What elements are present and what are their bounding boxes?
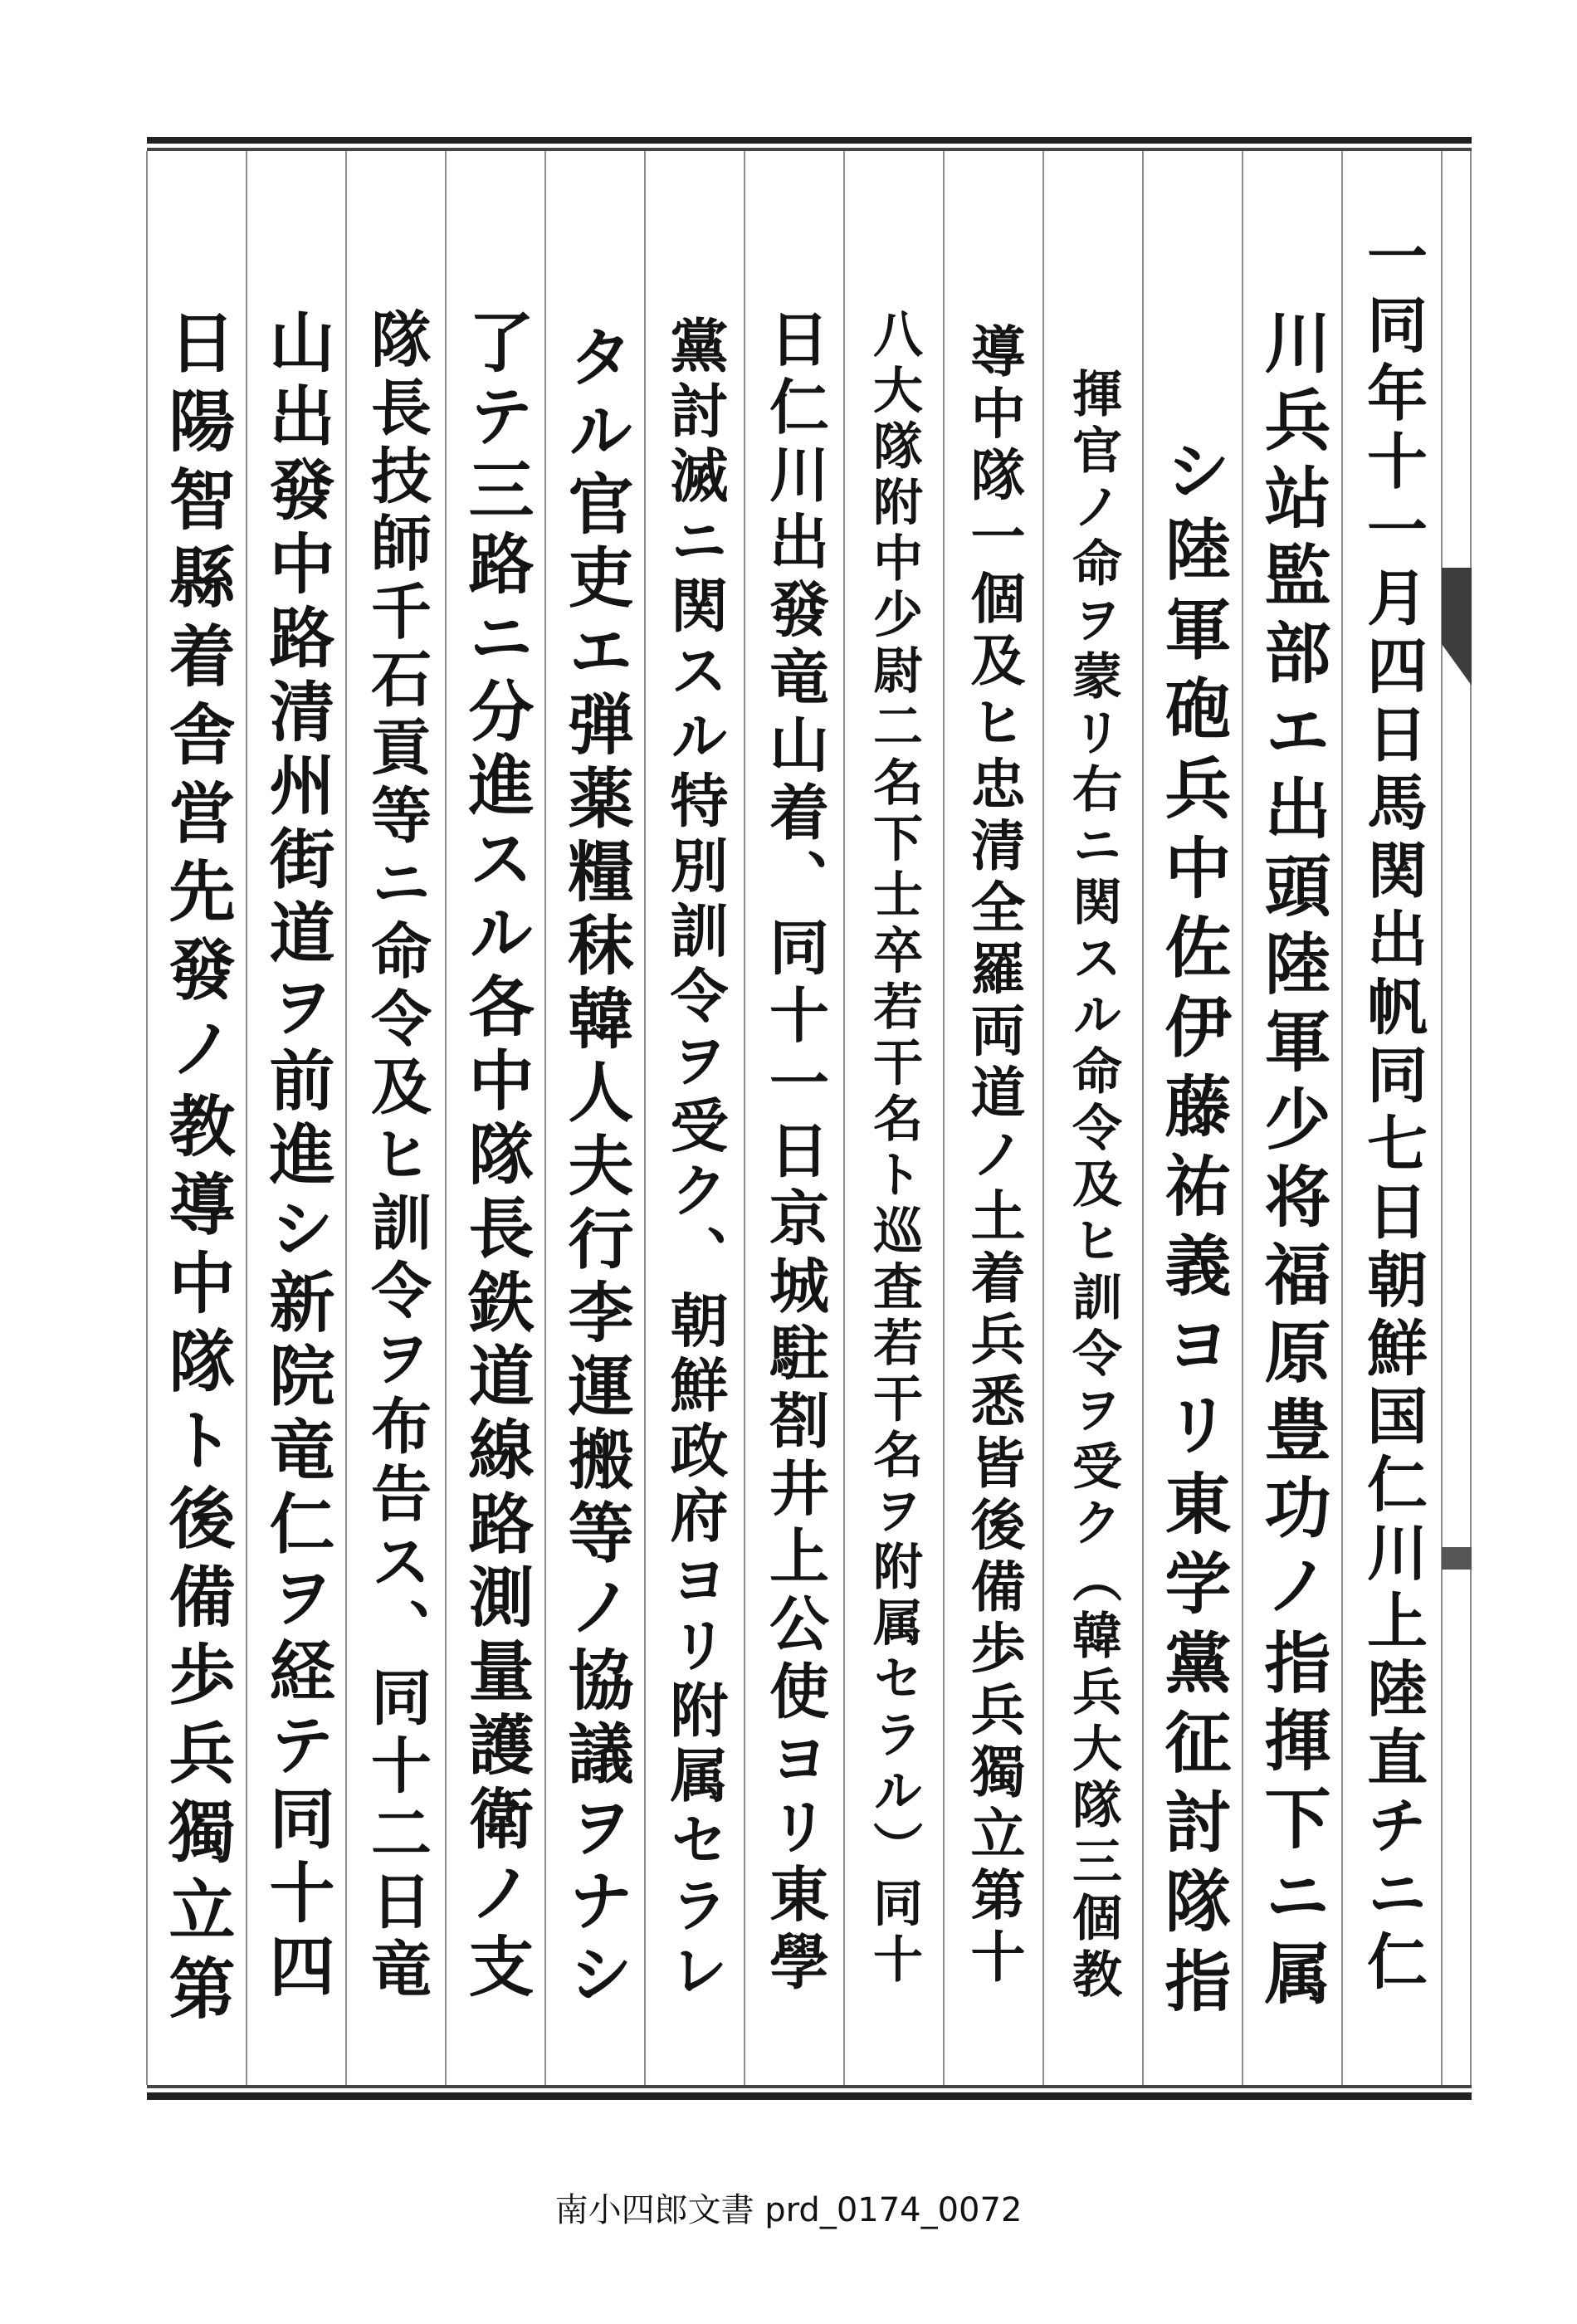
text-column-6: 八大隊附中少尉二名下士卒若干名ト巡査若干名ヲ附属セラル）同十 bbox=[865, 308, 923, 1983]
text-column-7: 日仁川出發竜山着、同十一日京城駐剳井上公使ヨリ東學 bbox=[759, 308, 830, 1990]
archive-caption: 南小四郎文書 prd_0174_0072 bbox=[554, 2191, 1023, 2229]
text-column-11: 隊長技師千石貢等ニ命令及ヒ訓令ヲ布告ス、同十二日竜 bbox=[360, 308, 432, 1998]
text-column-3: シ陸軍砲兵中佐伊藤祐義ヨリ東学黨征討隊指 bbox=[1154, 436, 1232, 2013]
bottom-rule-thin bbox=[147, 2085, 1472, 2088]
text-column-12: 山出發中路清州街道ヲ前進シ新院竜仁ヲ経テ同十四 bbox=[258, 308, 335, 1999]
text-column-8: 黨討滅ニ関スル特別訓令ヲ受ク、朝鮮政府ヨリ附属セラレ bbox=[661, 315, 730, 1998]
text-column-1: 一同年十一月四日馬関出帆同七日朝鮮国仁川上陸直チニ仁 bbox=[1356, 225, 1428, 1990]
text-column-9: タル官吏エ弾薬糧秣韓人夫行李運搬等ノ協議ヲナシ bbox=[557, 323, 634, 2005]
text-column-2: 川兵站監部エ出頭陸軍少将福原豊功ノ指揮下ニ属 bbox=[1253, 308, 1331, 2005]
top-rule-thin bbox=[147, 148, 1472, 151]
text-column-13: 日陽智縣着舎営先發ノ教導中隊ト後備歩兵獨立第 bbox=[158, 308, 236, 2020]
top-rule-thick bbox=[147, 137, 1472, 144]
index-marker-bar bbox=[1442, 1547, 1472, 1570]
text-column-4: 揮官ノ命ヲ蒙リ右ニ関スル命令及ヒ訓令ヲ受ク（韓兵大隊三個教 bbox=[1064, 368, 1122, 1998]
bottom-rule-thick bbox=[147, 2092, 1472, 2100]
text-column-10: 了テ三路ニ分進スル各中隊長鉄道線路測量護衛ノ支 bbox=[457, 308, 535, 1998]
text-column-5: 導中隊一個及ヒ忠清全羅両道ノ土着兵悉皆後備歩兵獨立第十 bbox=[961, 323, 1026, 1983]
index-tab bbox=[1442, 568, 1472, 686]
